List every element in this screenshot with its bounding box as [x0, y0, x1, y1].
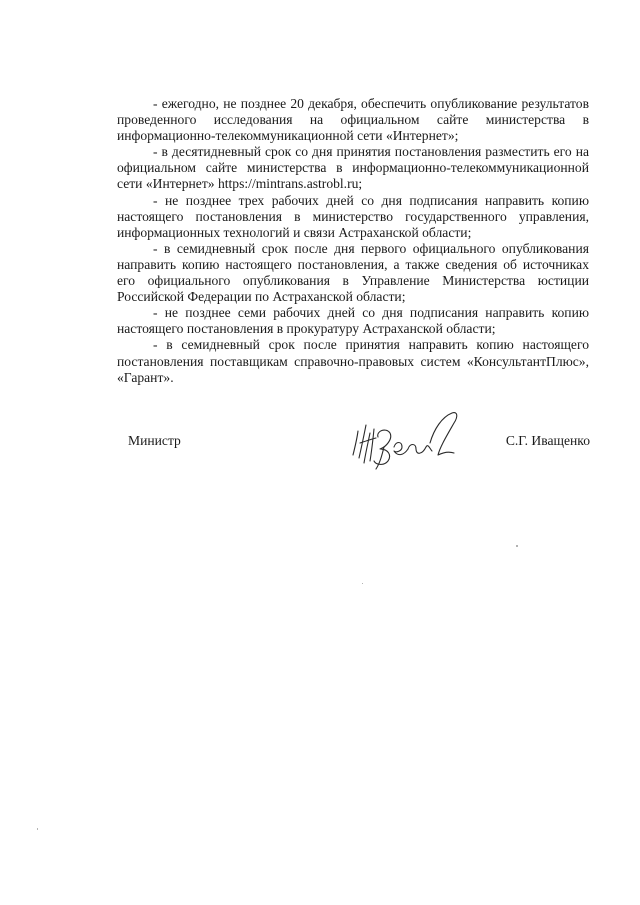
document-body [117, 96, 589, 386]
signatory-name: С.Г. Иващенко [505, 433, 590, 448]
paragraph-ministry-copy: - не позднее трех рабочих дней со дня подписания направить копию настоящего постановления в министерство государственного управления, информационных технологий и связи Астраханской области; [117, 192, 589, 240]
paragraph-annual-publication: - ежегодно, не позднее 20 декабря, обеспечить опубликование результатов проведенного исследования на официальном сайте министерства в информационно-телекоммуникационной сети «Интернет»; [117, 96, 589, 144]
paragraph-justice-copy: - в семидневный срок после дня первого официального опубликования направить копию настоящего постановления, а также сведения об источниках его официального опубликования в Управление Министерства юстиции Российской Федерации по Астраханской области; [117, 240, 589, 305]
paragraph-website-placement: - в десятидневный срок со дня принятия постановления разместить его на официальном сайте министерства в информационно-телекоммуникационной сети «Интернет» https://mintrans.astrobl.ru; [117, 144, 589, 192]
signature-block [128, 403, 590, 483]
signatory-title: Министр [128, 433, 181, 448]
scan-speck [362, 583, 363, 584]
handwritten-signature-icon [346, 403, 466, 481]
paragraph-prosecutor-copy: - не позднее семи рабочих дней со дня подписания направить копию настоящего постановления в прокуратуру Астраханской области; [117, 305, 589, 337]
paragraph-legal-systems-copy: - в семидневный срок после принятия направить копию настоящего постановления поставщикам справочно-правовых систем «КонсультантПлюс», «Гарант». [117, 337, 589, 385]
scan-speck [37, 828, 38, 830]
scan-speck [516, 545, 518, 547]
